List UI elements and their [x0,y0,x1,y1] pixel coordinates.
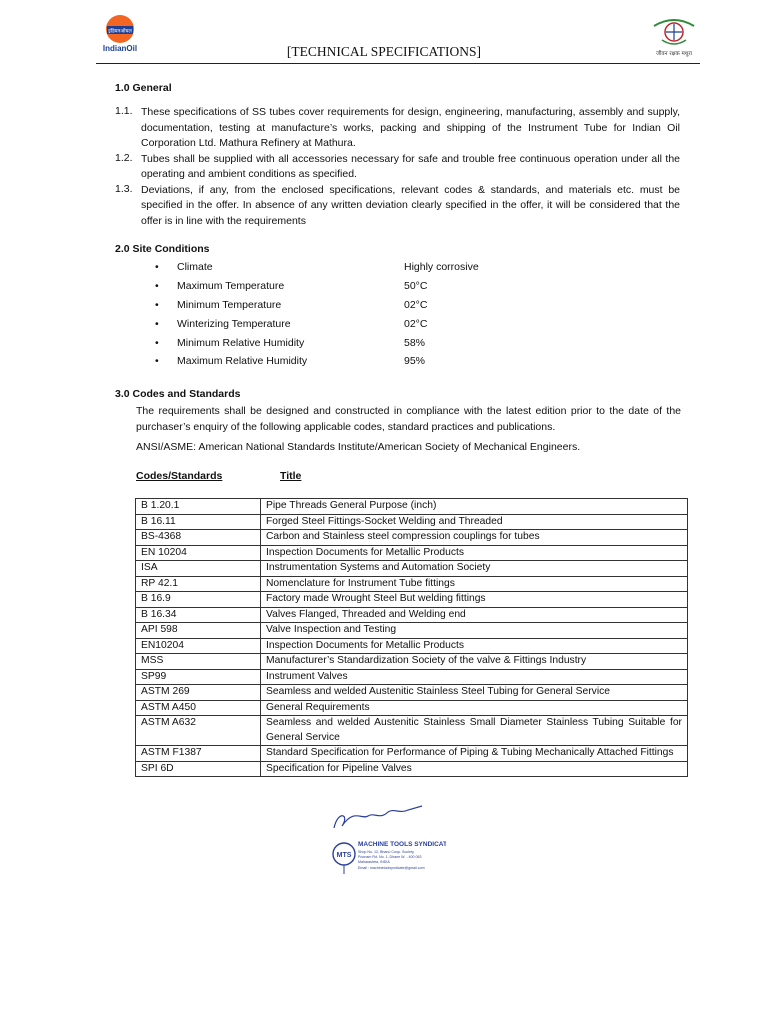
code-cell: B 16.34 [136,607,261,623]
title-cell: Manufacturer’s Standardization Society of the valve & Fittings Industry [261,654,688,670]
title-cell: Specification for Pipeline Valves [261,761,688,777]
page-title: [TECHNICAL SPECIFICATIONS] [286,44,482,59]
table-row [136,592,688,608]
codes-column-header: Codes/Standards [136,470,223,482]
code-cell: B 1.20.1 [136,499,261,515]
code-cell: SPI 6D [136,761,261,777]
title-cell: Valve Inspection and Testing [261,623,688,639]
table-row [136,530,688,546]
list-item [155,296,555,315]
section-1-clauses [115,105,680,229]
bullet: • [155,317,159,330]
table-row [136,761,688,777]
company-stamp [328,800,446,881]
table-row [136,716,688,746]
clause-text: Deviations, if any, from the enclosed specifications, relevant codes & standards, and materials etc. must be specified in the offer. In absence of any written deviation clearly specified in the offer, it will be considered that the offer is in line with the requirements [141,183,680,227]
signature-icon [334,806,422,828]
title-cell: Seamless and welded Austenitic Stainless Small Diameter Stainless Tubing Suitable for General Service [261,716,688,746]
clause-1-2 [115,152,680,183]
bullet: • [155,336,159,349]
code-cell: ISA [136,561,261,577]
title-cell: Seamless and welded Austenitic Stainless Steel Tubing for General Service [261,685,688,701]
stamp-address-3: Maharashtra, INDIA [358,860,390,864]
site-label: Maximum Relative Humidity [177,355,308,368]
code-cell: ASTM F1387 [136,746,261,762]
title-cell: General Requirements [261,700,688,716]
bullet: • [155,280,159,293]
title-cell: Nomenclature for Instrument Tube fittings [261,576,688,592]
code-cell: API 598 [136,623,261,639]
list-item [155,258,555,277]
clause-number: 1.3. [115,182,133,195]
title-cell: Carbon and Stainless steel compression couplings for tubes [261,530,688,546]
code-cell: MSS [136,654,261,670]
title-cell: Instrumentation Systems and Automation Society [261,561,688,577]
table-row [136,623,688,639]
table-row [136,654,688,670]
stamp-address-2: Poonam Rd. No. 1, Dhane W. - 400 063 [358,855,422,859]
clause-number: 1.1. [115,105,133,117]
title-cell: Pipe Threads General Purpose (inch) [261,499,688,515]
mathura-emblem-script: जीवन रक्षक मथुरा [655,51,693,57]
table-row [136,685,688,701]
title-cell: Factory made Wrought Steel But welding fittings [261,592,688,608]
table-row [136,669,688,685]
table-row [136,638,688,654]
clause-1-3 [115,183,680,230]
code-cell: ASTM A632 [136,716,261,746]
title-cell: Instrument Valves [261,669,688,685]
code-cell: BS-4368 [136,530,261,546]
section-2-heading: 2.0 Site Conditions [115,243,210,255]
site-conditions-list [155,258,555,371]
site-label: Maximum Temperature [177,280,285,293]
header-divider [96,63,700,64]
code-cell: RP 42.1 [136,576,261,592]
table-row [136,514,688,530]
site-value: 58% [404,336,426,349]
title-cell: Inspection Documents for Metallic Products [261,545,688,561]
section-3-intro: The requirements shall be designed and constructed in compliance with the latest edition prior to the date of the purchaser’s enquiry of the following applicable codes, standard practices and publications. [136,405,681,433]
code-cell: B 16.11 [136,514,261,530]
site-value: 02°C [404,317,428,330]
list-item [155,352,555,371]
table-row [136,607,688,623]
bullet: • [155,298,159,311]
stamp-company: MACHINE TOOLS SYNDICATE [358,841,446,848]
list-item [155,277,555,296]
indianoil-logo-text: IndianOil [102,44,138,53]
section-3-heading: 3.0 Codes and Standards [115,388,241,400]
site-value: 50°C [404,280,428,293]
site-value: 95% [404,355,426,368]
stamp-graphic [328,800,446,878]
table-row [136,499,688,515]
indianoil-logo-script: इंडियनऑयल [108,28,132,35]
stamp-address-1: Shop No. 12, Bhanu Coop. Society, [358,850,415,854]
table-row [136,545,688,561]
bullet: • [155,355,159,368]
clause-number: 1.2. [115,151,133,164]
site-label: Winterizing Temperature [177,317,291,330]
code-cell: SP99 [136,669,261,685]
table-row [136,700,688,716]
site-label: Climate [177,261,213,274]
site-label: Minimum Relative Humidity [177,336,305,349]
table-row [136,576,688,592]
code-cell: ASTM A450 [136,700,261,716]
clause-text: Tubes shall be supplied with all accessories necessary for safe and trouble free continuous operation under all the operating and ambient conditions as specified. [141,152,680,180]
code-cell: ASTM 269 [136,685,261,701]
code-cell: EN 10204 [136,545,261,561]
codes-standards-table [135,498,688,777]
code-cell: EN10204 [136,638,261,654]
title-cell: Inspection Documents for Metallic Products [261,638,688,654]
stamp-mark: MTS [336,852,352,859]
clause-1-1 [115,105,680,152]
bullet: • [155,261,159,274]
code-cell: B 16.9 [136,592,261,608]
title-cell: Standard Specification for Performance of Piping & Tubing Mechanically Attached Fittings [261,746,688,762]
table-row [136,746,688,762]
section-1-heading: 1.0 General [115,82,172,94]
clause-text: These specifications of SS tubes cover requirements for design, engineering, manufacturing, assembly and supply, documentation, testing at manufacture’s works, packing and shipping of the Instrument Tube for Indian Oil Corporation Ltd. Mathura Refinery at Mathura. [141,106,680,149]
title-column-header: Title [280,470,302,482]
stamp-email: Email : machinetoolsyndicate@gmail.com [358,866,425,870]
site-value: 02°C [404,298,428,311]
list-item [155,314,555,333]
title-cell: Forged Steel Fittings-Socket Welding and Threaded [261,514,688,530]
table-row [136,561,688,577]
site-value: Highly corrosive [404,261,479,274]
list-item [155,333,555,352]
site-label: Minimum Temperature [177,298,282,311]
title-cell: Valves Flanged, Threaded and Welding end [261,607,688,623]
ansi-definition: ANSI/ASME: American National Standards Institute/American Society of Mechanical Engineers. [136,441,581,453]
